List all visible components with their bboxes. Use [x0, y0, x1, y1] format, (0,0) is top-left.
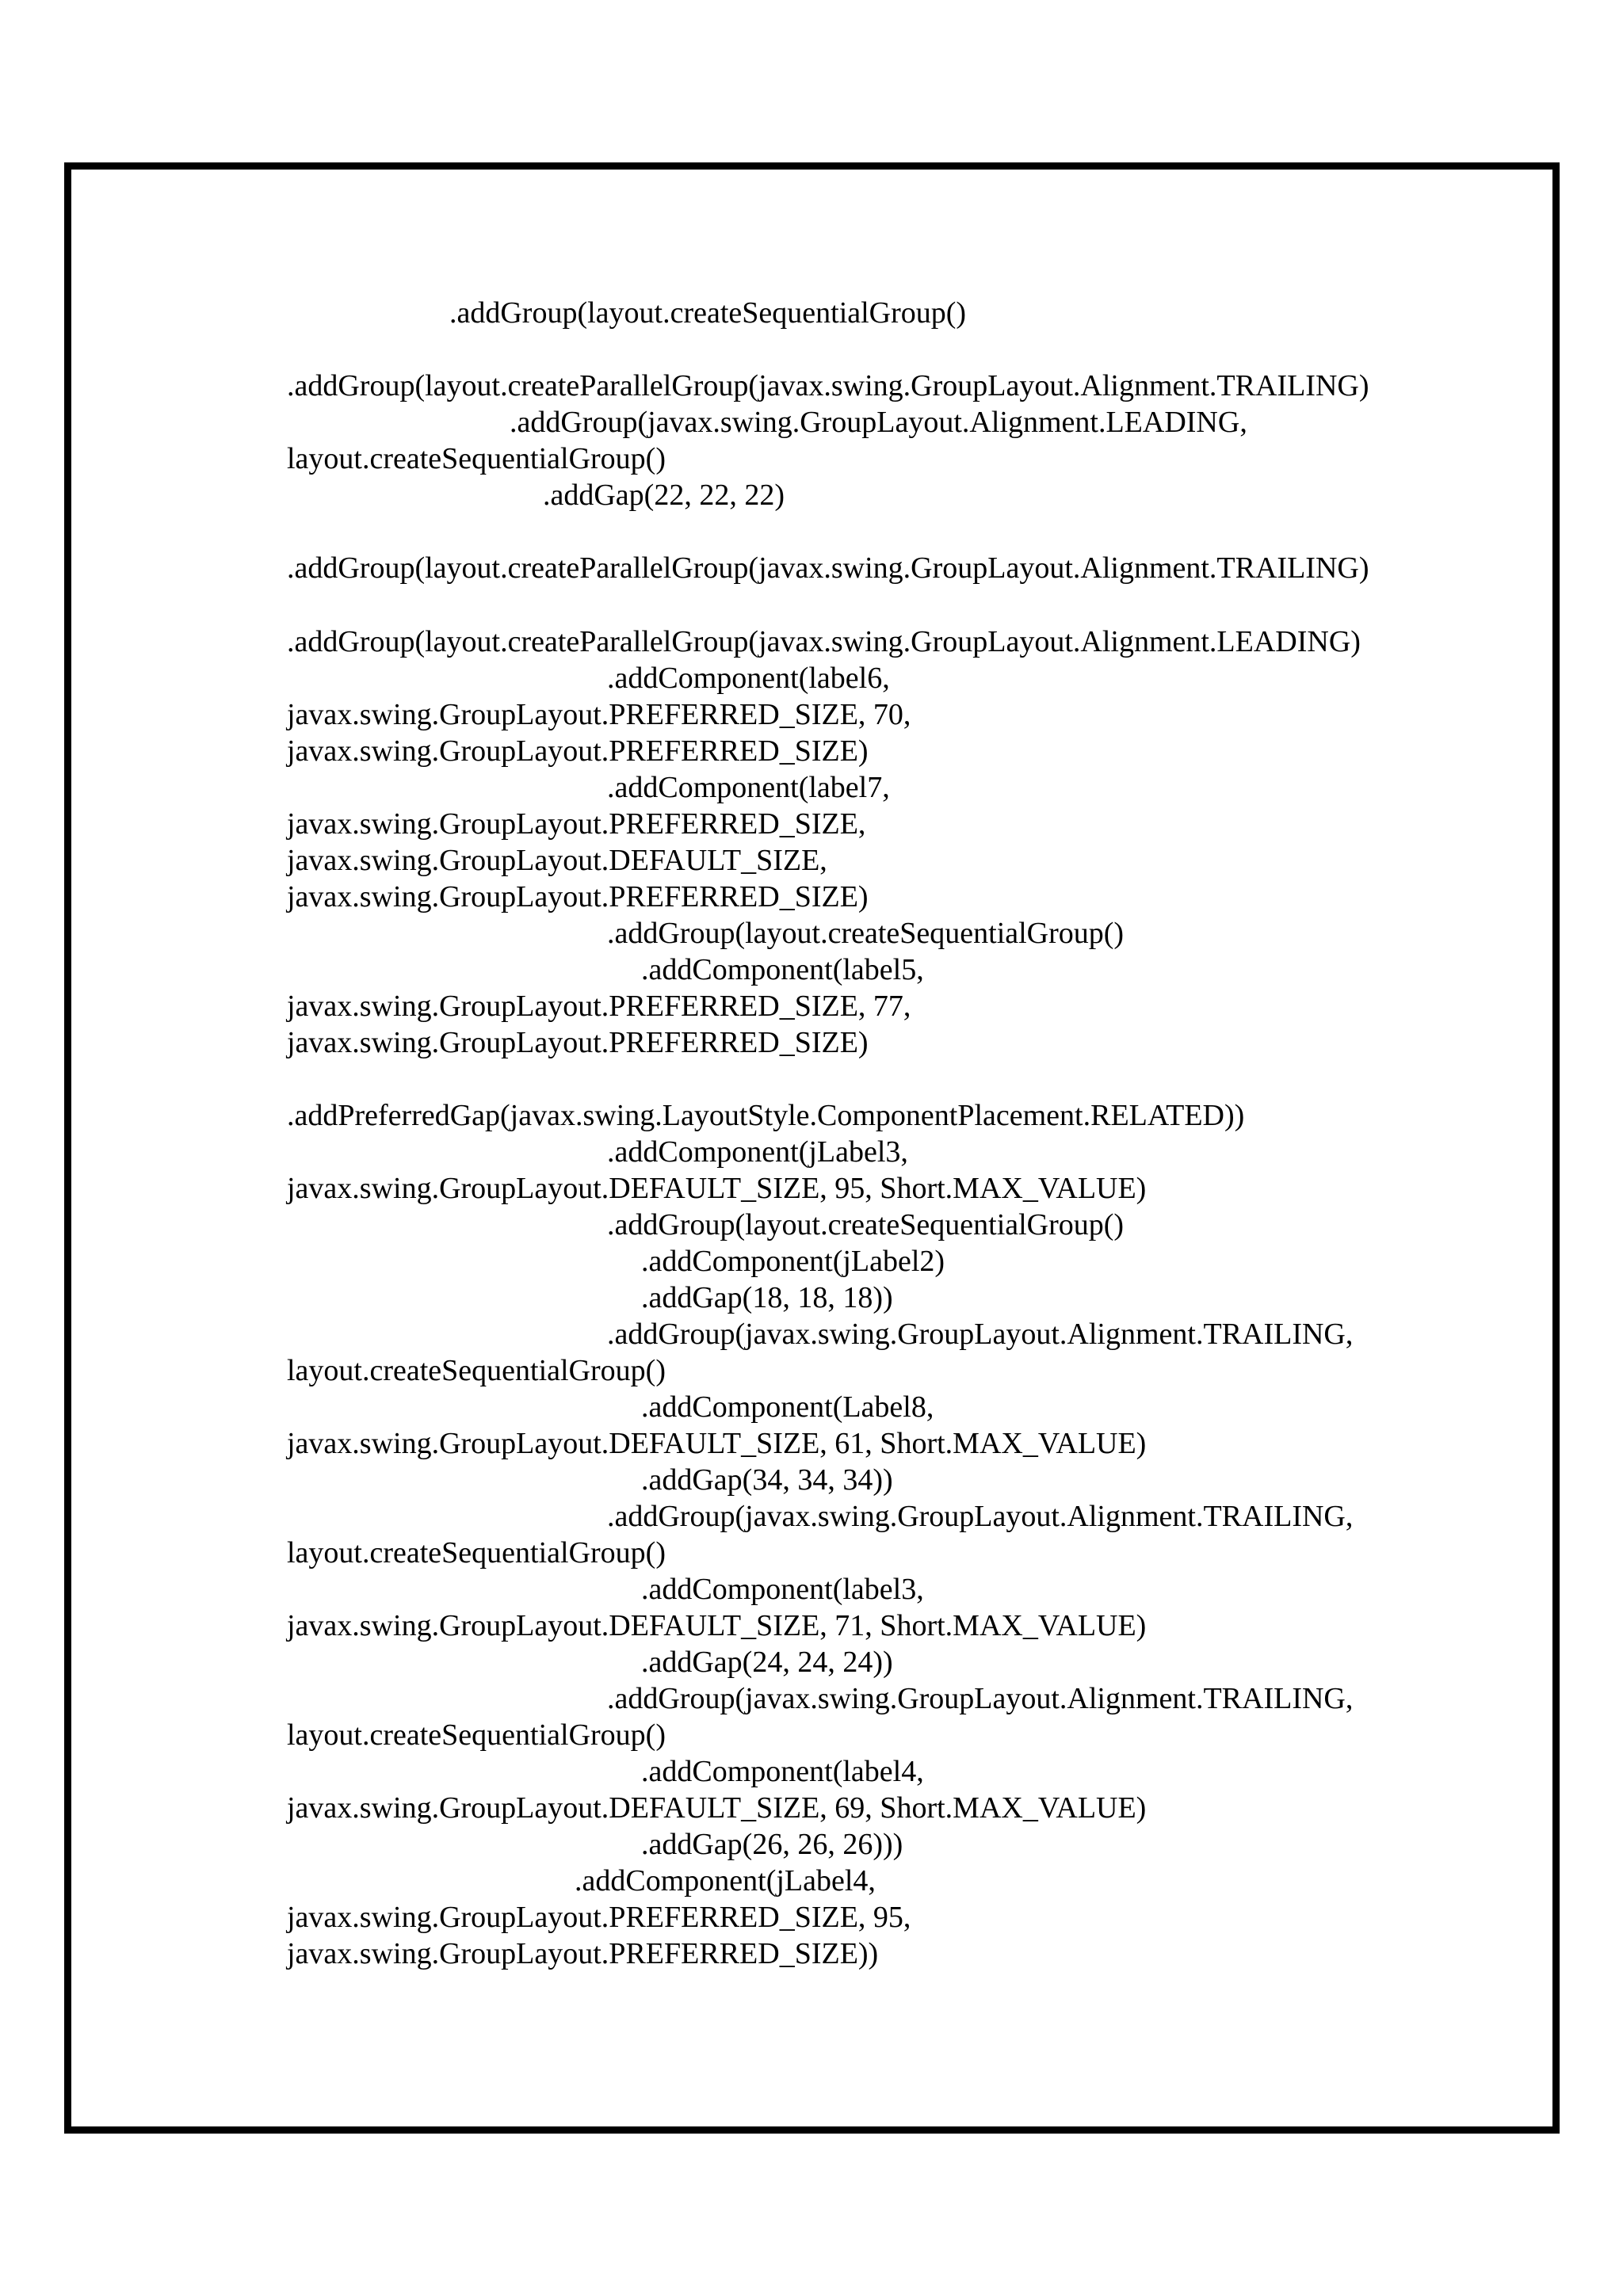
code-line: javax.swing.GroupLayout.PREFERRED_SIZE,: [287, 807, 866, 841]
code-line: .addGap(22, 22, 22): [543, 479, 785, 512]
code-line: .addComponent(label6,: [607, 662, 890, 695]
code-line: javax.swing.GroupLayout.DEFAULT_SIZE,: [287, 844, 827, 877]
code-line: javax.swing.GroupLayout.PREFERRED_SIZE): [287, 734, 869, 768]
code-block: [71, 170, 1552, 2126]
code-line: .addGap(24, 24, 24)): [641, 1646, 893, 1679]
code-line: .addGroup(javax.swing.GroupLayout.Alignment.TRAILING,: [607, 1682, 1354, 1715]
code-line: .addComponent(jLabel3,: [607, 1135, 908, 1169]
code-line: javax.swing.GroupLayout.PREFERRED_SIZE, 77,: [287, 990, 911, 1023]
code-line: .addComponent(Label8,: [641, 1390, 934, 1424]
code-line: .addGroup(javax.swing.GroupLayout.Alignment.TRAILING,: [607, 1318, 1354, 1351]
code-line: javax.swing.GroupLayout.PREFERRED_SIZE, 95,: [287, 1901, 911, 1934]
code-line: javax.swing.GroupLayout.DEFAULT_SIZE, 95, Short.MAX_VALUE): [287, 1172, 1147, 1205]
code-line: .addComponent(label7,: [607, 771, 890, 804]
page-frame: [64, 162, 1560, 2134]
code-line: javax.swing.GroupLayout.PREFERRED_SIZE)): [287, 1937, 879, 1970]
code-line: layout.createSequentialGroup(): [287, 1718, 666, 1752]
code-line: .addGroup(layout.createSequentialGroup(): [607, 917, 1125, 950]
code-line: .addGroup(javax.swing.GroupLayout.Alignment.LEADING,: [510, 406, 1247, 439]
code-line: javax.swing.GroupLayout.DEFAULT_SIZE, 69, Short.MAX_VALUE): [287, 1791, 1147, 1825]
code-line: javax.swing.GroupLayout.DEFAULT_SIZE, 61, Short.MAX_VALUE): [287, 1427, 1147, 1460]
code-line: .addGap(34, 34, 34)): [641, 1463, 893, 1497]
code-line: .addGroup(layout.createParallelGroup(javax.swing.GroupLayout.Alignment.TRAILING): [287, 551, 1369, 585]
code-line: layout.createSequentialGroup(): [287, 1354, 666, 1387]
code-line: .addGap(26, 26, 26))): [641, 1828, 903, 1861]
code-line: .addGroup(layout.createSequentialGroup(): [449, 296, 967, 330]
code-line: .addGroup(layout.createParallelGroup(javax.swing.GroupLayout.Alignment.LEADING): [287, 625, 1361, 658]
code-line: layout.createSequentialGroup(): [287, 442, 666, 475]
code-line: .addComponent(label3,: [641, 1573, 924, 1606]
code-line: layout.createSequentialGroup(): [287, 1536, 666, 1569]
code-line: javax.swing.GroupLayout.PREFERRED_SIZE): [287, 880, 869, 913]
code-line: .addComponent(jLabel4,: [575, 1864, 876, 1897]
code-line: .addGap(18, 18, 18)): [641, 1281, 893, 1314]
code-line: javax.swing.GroupLayout.PREFERRED_SIZE): [287, 1026, 869, 1059]
code-line: .addComponent(label5,: [641, 953, 924, 986]
code-line: javax.swing.GroupLayout.DEFAULT_SIZE, 71, Short.MAX_VALUE): [287, 1609, 1147, 1642]
code-line: .addComponent(jLabel2): [641, 1245, 945, 1278]
code-line: .addGroup(layout.createSequentialGroup(): [607, 1208, 1125, 1241]
code-line: .addGroup(javax.swing.GroupLayout.Alignment.TRAILING,: [607, 1500, 1354, 1533]
code-line: .addPreferredGap(javax.swing.LayoutStyle.ComponentPlacement.RELATED)): [287, 1099, 1245, 1132]
code-line: .addGroup(layout.createParallelGroup(javax.swing.GroupLayout.Alignment.TRAILING): [287, 369, 1369, 402]
code-line: javax.swing.GroupLayout.PREFERRED_SIZE, 70,: [287, 698, 911, 731]
code-line: .addComponent(label4,: [641, 1755, 924, 1788]
